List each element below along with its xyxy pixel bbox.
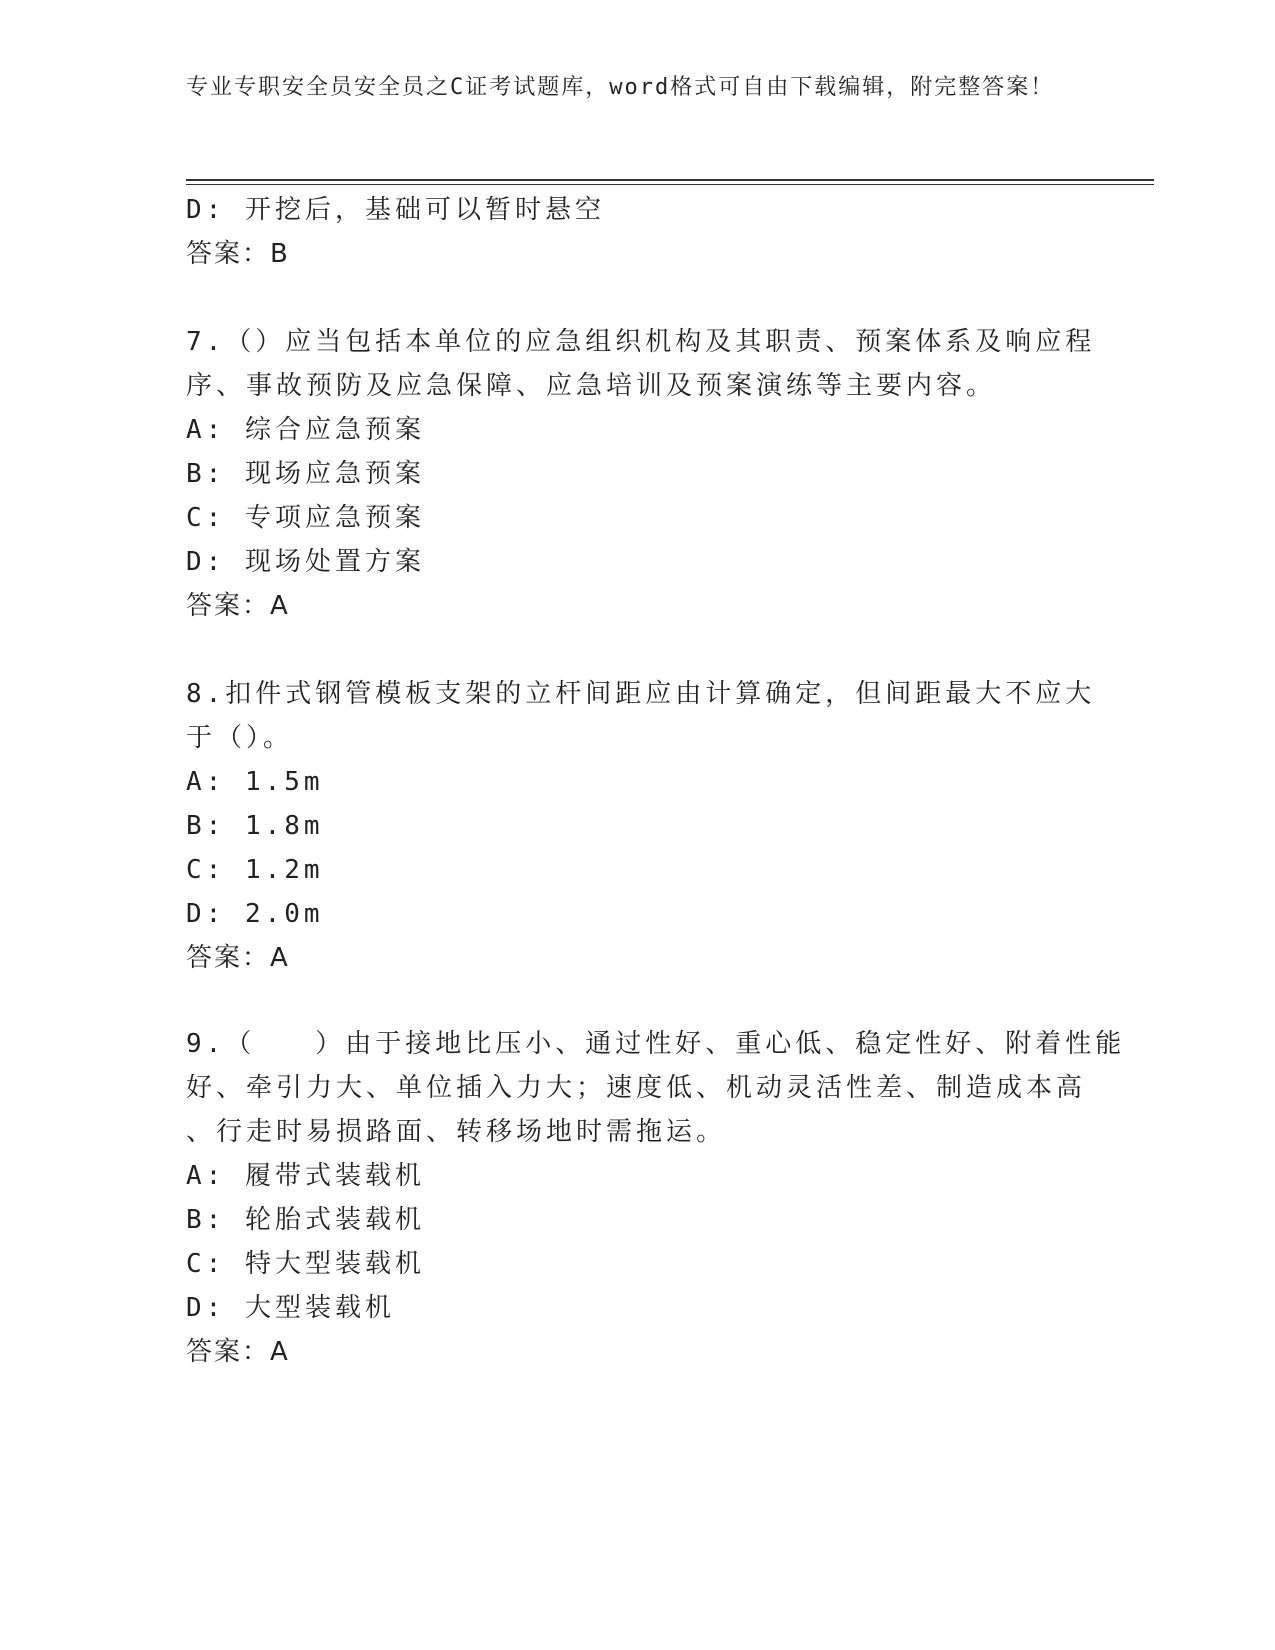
q8-text-line-1: 8.扣件式钢管模板支架的立杆间距应由计算确定，但间距最大不应大 <box>186 679 1096 709</box>
header-rule-thin <box>186 184 1154 185</box>
header-rule-thick <box>186 179 1154 181</box>
document-header: 专业专职安全员安全员之C证考试题库，word格式可自由下载编辑，附完整答案！ <box>186 75 1055 100</box>
q9-option-b: B: 轮胎式装载机 <box>186 1205 425 1235</box>
q7-option-c: C: 专项应急预案 <box>186 503 425 533</box>
q7-option-b: B: 现场应急预案 <box>186 459 425 489</box>
q9-option-c: C: 特大型装载机 <box>186 1249 425 1279</box>
q8-option-a: A: 1.5m <box>186 767 324 797</box>
q6-answer: 答案：B <box>186 239 290 269</box>
q9-text-line-2: 好、牵引力大、单位插入力大；速度低、机动灵活性差、制造成本高 <box>186 1073 1087 1103</box>
q8-option-c: C: 1.2m <box>186 855 324 885</box>
q8-option-b: B: 1.8m <box>186 811 324 841</box>
q7-option-d: D: 现场处置方案 <box>186 547 425 577</box>
q9-text-line-3: 、行走时易损路面、转移场地时需拖运。 <box>186 1117 727 1147</box>
q7-text-line-1: 7.（）应当包括本单位的应急组织机构及其职责、预案体系及响应程 <box>186 327 1096 357</box>
q9-answer: 答案：A <box>186 1337 290 1367</box>
q9-option-d: D: 大型装载机 <box>186 1293 395 1323</box>
q7-answer: 答案：A <box>186 591 290 621</box>
q8-option-d: D: 2.0m <box>186 899 324 929</box>
q6-option-d: D: 开挖后，基础可以暂时悬空 <box>186 195 605 225</box>
q8-text-line-2: 于（）。 <box>186 723 294 753</box>
q8-answer: 答案：A <box>186 943 290 973</box>
q7-option-a: A: 综合应急预案 <box>186 415 425 445</box>
q7-text-line-2: 序、事故预防及应急保障、应急培训及预案演练等主要内容。 <box>186 371 997 401</box>
q9-text-line-1: 9.（ ）由于接地比压小、通过性好、重心低、稳定性好、附着性能 <box>186 1029 1126 1059</box>
q9-option-a: A: 履带式装载机 <box>186 1161 425 1191</box>
